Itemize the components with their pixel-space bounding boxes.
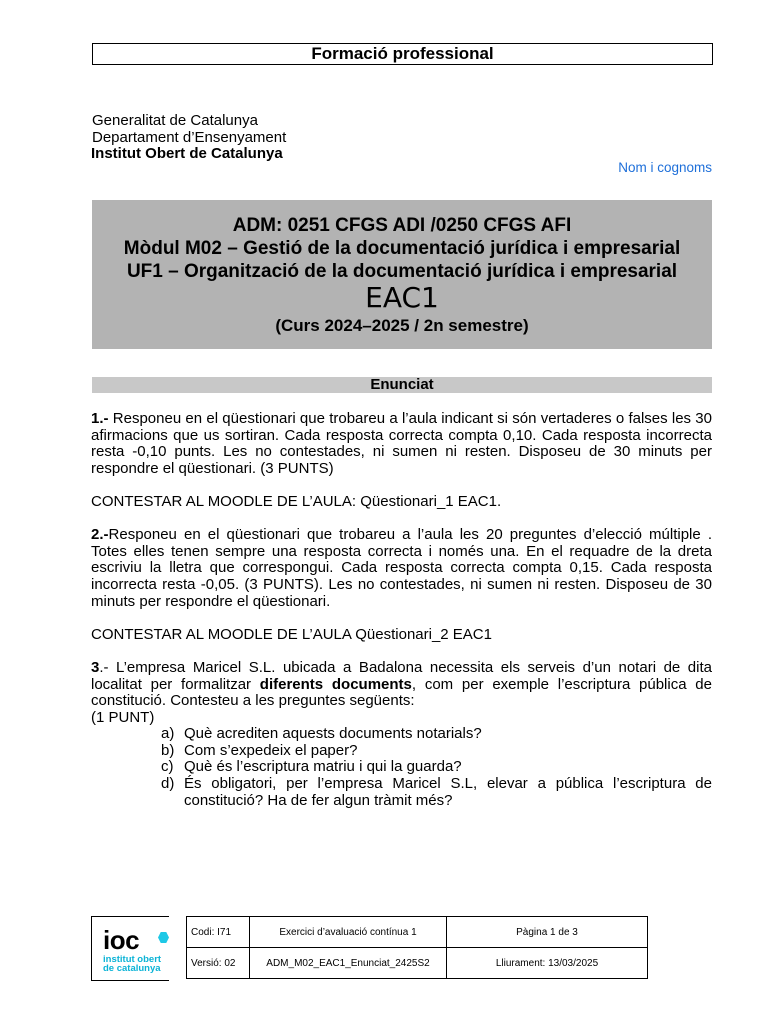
- logo-sub-line-1: institut obert: [103, 954, 162, 965]
- footer-row: [187, 948, 648, 979]
- question-3-number: 3: [91, 658, 100, 676]
- sub-item-a: [161, 726, 712, 743]
- hexagon-icon: [158, 932, 169, 943]
- sub-item-d: [161, 776, 712, 809]
- question-1: [91, 411, 712, 477]
- footer-table: [186, 916, 648, 979]
- logo-sub-line-2: de catalunya: [103, 963, 161, 974]
- question-3-text-b: , com per exemple l’escriptura pública de constitució. Contesteu a les preguntes següents:: [91, 675, 712, 710]
- question-2-moodle: CONTESTAR AL MOODLE DE L’AULA Qüestionari_2 EAC1: [91, 625, 492, 643]
- question-3-text-a: .- L’empresa Maricel S.L. ubicada a Badalona necessita els serveis d’un notari de dita localitat per formalitzar: [91, 658, 712, 693]
- question-2: [91, 527, 712, 610]
- sub-item-b: [161, 743, 712, 760]
- question-2-number: 2.-: [91, 526, 109, 544]
- question-3-sub-list: [91, 726, 712, 809]
- footer-exercici: Exercici d’avaluació contínua 1: [250, 917, 447, 948]
- question-3-points: (1 PUNT): [91, 708, 155, 726]
- footer-codi: Codi: I71: [187, 917, 250, 948]
- institution-line-2: Departament d’Ensenyament: [92, 128, 287, 146]
- title-block: [92, 200, 712, 349]
- eac-title: EAC1: [365, 281, 439, 314]
- questions-content: [91, 411, 712, 809]
- institution-line-3: Institut Obert de Catalunya: [91, 145, 283, 162]
- page-header: Formació professional: [92, 43, 713, 65]
- page-footer: [91, 916, 650, 979]
- title-line-3: UF1 – Organització de la documentació jurídica i empresarial: [126, 261, 678, 282]
- question-3: [91, 660, 712, 710]
- sub-item-text: És obligatori, per l’empresa Maricel S.L, elevar a pública l’escriptura de constitució? Ha de fer algun tràmit més?: [184, 775, 712, 809]
- sub-item-letter: b): [161, 741, 175, 759]
- logo-text: ioc: [103, 925, 140, 955]
- logo-subtitle: [103, 955, 161, 973]
- question-1-text: Responeu en el qüestionari que trobareu a l’aula indicant si són vertaderes o falses les 30 afirmacions que us sortiran. Cada resposta correcta compta 0,10. Cada resposta incorrecta resta -0,10 punts. Les no contestades, ni sumen ni resten. Disposeu de 30 minuts per respondre el qüestionari. (3 PUNTS): [91, 410, 712, 477]
- sub-item-c: [161, 759, 712, 776]
- student-name-field[interactable]: Nom i cognoms: [618, 160, 712, 175]
- question-1-moodle: CONTESTAR AL MOODLE DE L’AULA: Qüestionari_1 EAC1.: [91, 492, 502, 510]
- title-line-1: ADM: 0251 CFGS ADI /0250 CFGS AFI: [232, 215, 572, 236]
- institution-line-1: Generalitat de Catalunya: [92, 112, 258, 129]
- section-title: Enunciat: [92, 377, 712, 393]
- sub-item-letter: d): [161, 775, 175, 793]
- footer-pagina: Pàgina 1 de 3: [447, 917, 648, 948]
- ioc-logo: [91, 916, 169, 981]
- footer-versio: Versió: 02: [187, 948, 250, 979]
- question-2-text: Responeu en el qüestionari que trobareu a l’aula les 20 preguntes d’elecció múltiple . Totes elles tenen sempre una resposta correcta i només una. En el requadre de la dreta escriviu la lletra que correspongui. Cada resposta correcta compta 0,15. Cada resposta incorrecta resta -0,05. (3 PUNTS). Les no contestades, ni sumen ni resten. Disposeu de 30 minuts per respondre el qüestionari.: [91, 526, 712, 610]
- footer-row: [187, 917, 648, 948]
- course-label: (Curs 2024–2025 / 2n semestre): [275, 316, 529, 335]
- institution-block: [92, 113, 286, 163]
- sub-item-letter: c): [161, 758, 174, 776]
- sub-item-text: Què és l’escriptura matriu i qui la guarda?: [184, 758, 462, 776]
- sub-item-text: Com s’expedeix el paper?: [184, 741, 358, 759]
- footer-lliurament: Lliurament: 13/03/2025: [447, 948, 648, 979]
- footer-doc: ADM_M02_EAC1_Enunciat_2425S2: [250, 948, 447, 979]
- question-1-number: 1.-: [91, 410, 109, 427]
- question-3-bold: diferents documents: [259, 675, 412, 693]
- title-line-2: Mòdul M02 – Gestió de la documentació jurídica i empresarial: [123, 238, 681, 259]
- sub-item-letter: a): [161, 725, 175, 743]
- sub-item-text: Què acrediten aquests documents notarials?: [184, 725, 482, 743]
